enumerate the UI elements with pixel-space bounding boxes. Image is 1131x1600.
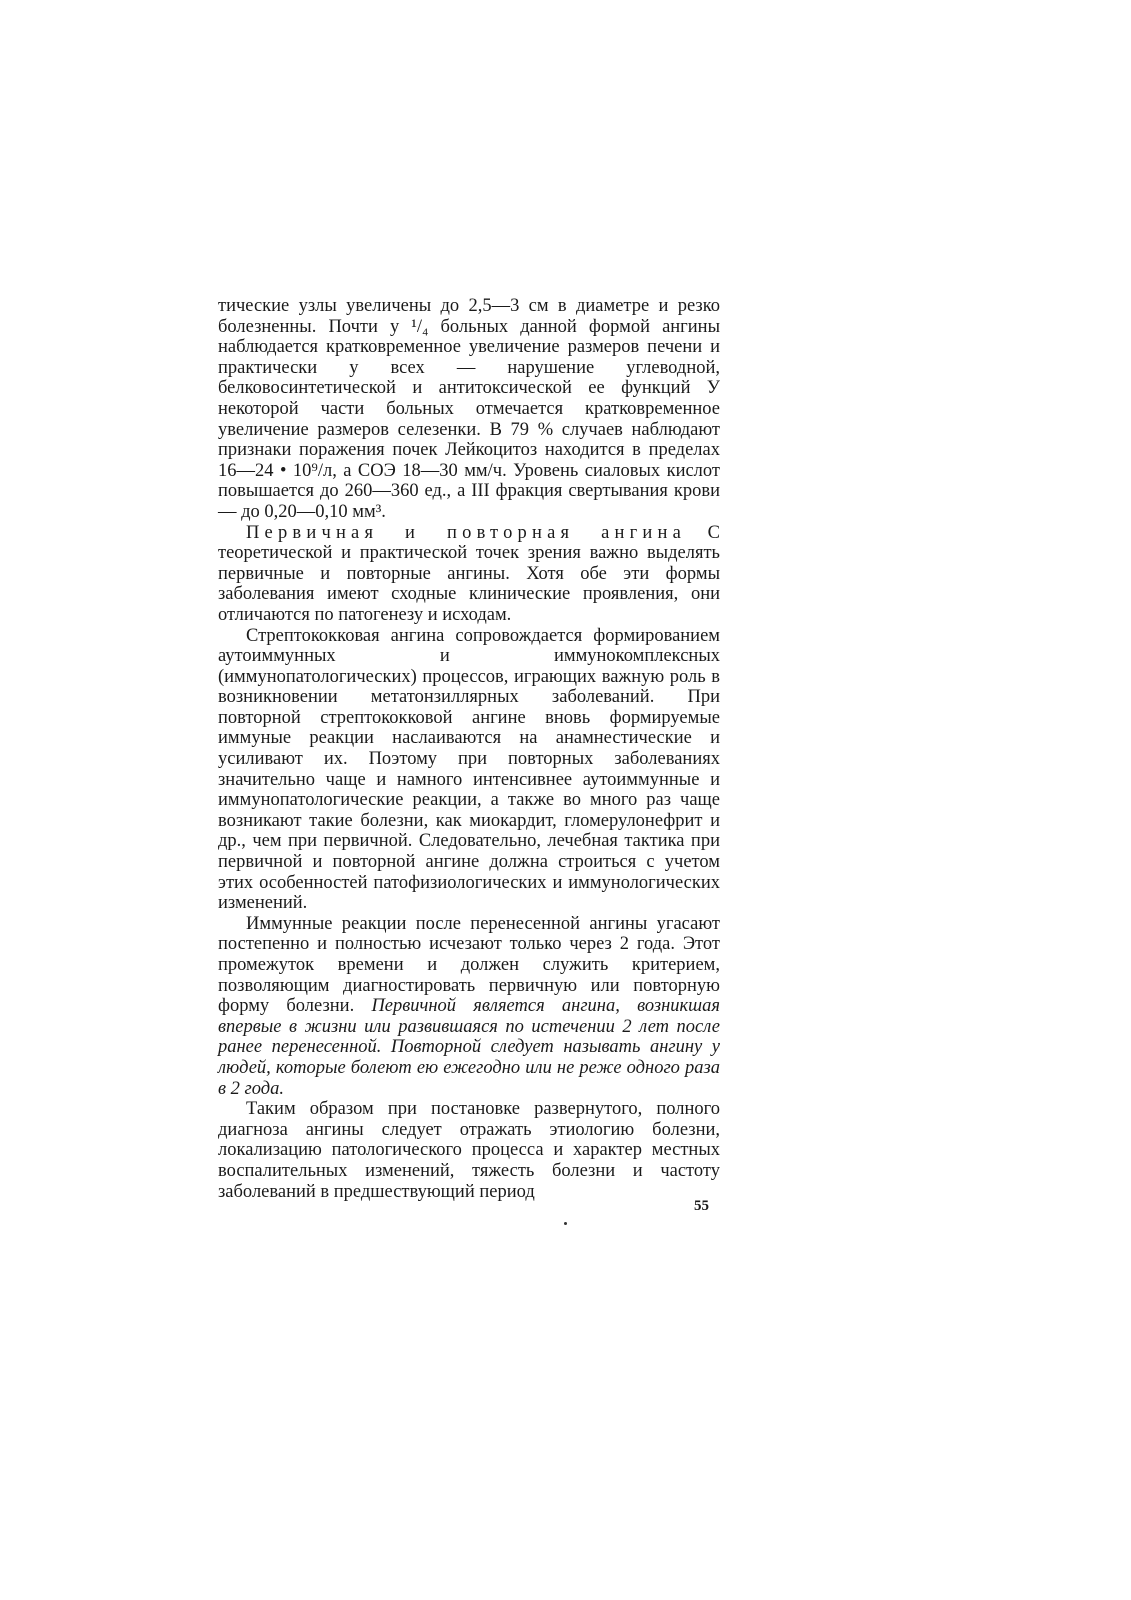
body-text — [218, 296, 720, 1202]
paragraph-2 — [218, 523, 720, 626]
paragraph-5: Таким образом при постановке развернутого, полного диагноза ангины следует отражать этиологию болезни, локализацию патологического процесса и характер местных воспалительных изменений, тяжесть болезни и частоту заболеваний в предшествующий период — [218, 1099, 720, 1202]
paragraph-4-definition: Первичной является ангина, возникшая впервые в жизни или развившаяся по истечении 2 лет после ранее перенесенной. Повторной следует называть ангину у людей, которые болеют ею ежегодно или не реже одного раза в 2 года. — [218, 996, 720, 1099]
paragraph-3: Стрептококковая ангина сопровождается формированием аутоиммунных и иммунокомплексных (иммунопатологических) процессов, играющих важную роль в возникновении метатонзиллярных заболеваний. При повторной стрептококковой ангине вновь формируемые иммуные реакции наслаиваются на анамнестические и усиливают их. Поэтому при повторных заболеваниях значительно чаще и намного интенсивнее аутоиммунные и иммунопатологические реакции, а также во много раз чаще возникают такие болезни, как миокардит, гломерулонефрит и др., чем при первичной. Следовательно, лечебная тактика при первичной и повторной ангине должна строиться с учетом этих особенностей патофизиологических и иммунологических изменений. — [218, 625, 720, 914]
section-heading-primary-repeat-angina: Первичная и повторная ангина — [246, 522, 686, 543]
paragraph-1: тические узлы увеличены до 2,5—3 см в диаметре и резко болезненны. Почти у ¹/₄ больных данной формой ангины наблюдается кратковременное увеличение размеров печени и практически у всех — нарушение углеводной, белковосинтетической и антитоксической ее функций У некоторой части больных отмечается кратковременное увеличение размеров селезенки. В 79 % случаев наблюдают признаки поражения почек Лейкоцитоз находится в пределах 16—24 • 10⁹/л, а СОЭ 18—30 мм/ч. Уровень сиаловых кислот повышается до 260—360 ед., а III фракция свертывания крови — до 0,20—0,10 мм³. — [218, 296, 720, 522]
scan-speck — [564, 1222, 567, 1225]
paragraph-2-body: С теоретической и практической точек зрения важно выделять первичные и повторные ангины. Хотя обе эти формы заболевания имеют сходные клинические проявления, они отличаются по патогенезу и исходам. — [218, 522, 720, 625]
page-number: 55 — [694, 1198, 709, 1214]
paragraph-4 — [218, 914, 720, 1099]
paragraph-4-regular: Иммунные реакции после перенесенной ангины угасают постепенно и полностью исчезают только через 2 года. Этот промежуток времени и должен служить критерием, позволяющим диагностировать первичную или повторную форму болезни. — [218, 913, 720, 1017]
